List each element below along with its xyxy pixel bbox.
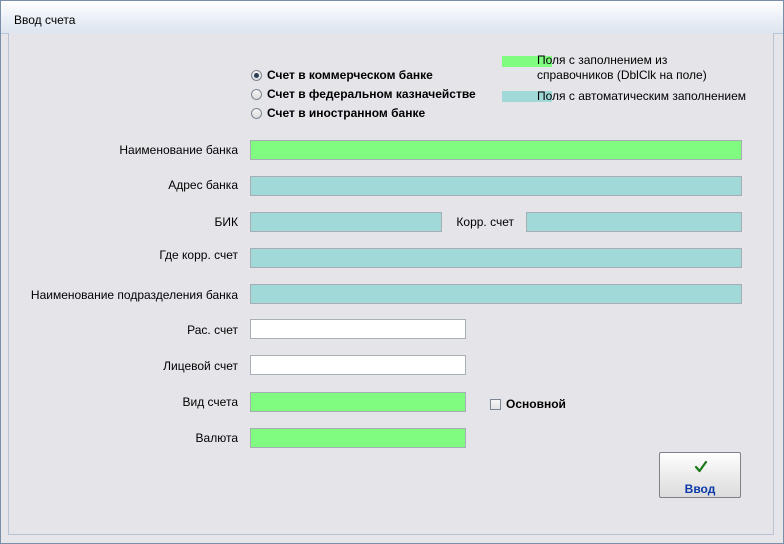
window-title: Ввод счета	[14, 13, 76, 27]
bik-field[interactable]	[250, 212, 442, 232]
enter-button[interactable]	[659, 452, 741, 498]
currency-label: Валюта	[195, 431, 238, 445]
settlement-account-field[interactable]	[250, 319, 466, 339]
account-kind-field[interactable]	[250, 392, 466, 412]
bank-address-field[interactable]	[250, 176, 742, 196]
settlement-account-label: Рас. счет	[187, 323, 238, 337]
radio-label: Счет в федеральном казначействе	[267, 87, 476, 101]
bank-address-label: Адрес банка	[168, 178, 238, 192]
corr-account-label: Корр. счет	[456, 215, 514, 229]
bank-branch-label: Наименование подразделения банка	[30, 288, 238, 302]
bik-label: БИК	[214, 215, 238, 229]
corr-location-field[interactable]	[250, 248, 742, 268]
title-bar	[1, 1, 783, 34]
bank-name-label: Наименование банка	[119, 143, 238, 157]
corr-location-label: Где корр. счет	[159, 248, 238, 262]
personal-account-label: Лицевой счет	[163, 359, 238, 373]
radio-commercial-bank[interactable]	[251, 67, 433, 83]
radio-foreign-bank[interactable]	[251, 105, 425, 121]
corr-account-field[interactable]	[526, 212, 742, 232]
radio-button[interactable]	[251, 108, 262, 119]
bank-name-field[interactable]	[250, 140, 742, 160]
radio-button[interactable]	[251, 89, 262, 100]
radio-label: Счет в коммерческом банке	[267, 68, 433, 82]
primary-checkbox[interactable]	[490, 399, 501, 410]
enter-button-label: Ввод	[684, 482, 716, 496]
primary-checkbox-group[interactable]	[490, 397, 566, 411]
radio-federal-treasury[interactable]	[251, 86, 476, 102]
currency-field[interactable]	[250, 428, 466, 448]
legend-text-auto: Поля с автоматическим заполнением	[537, 89, 746, 103]
legend-text-lookup: Поля с заполнением из справочников (DblClk на поле)	[537, 53, 707, 82]
radio-label: Счет в иностранном банке	[267, 106, 426, 120]
account-kind-label: Вид счета	[182, 395, 238, 409]
checkmark-icon	[694, 460, 708, 474]
radio-button[interactable]	[251, 70, 262, 81]
personal-account-field[interactable]	[250, 355, 466, 375]
primary-checkbox-label: Основной	[506, 397, 566, 411]
bank-branch-field[interactable]	[250, 284, 742, 304]
